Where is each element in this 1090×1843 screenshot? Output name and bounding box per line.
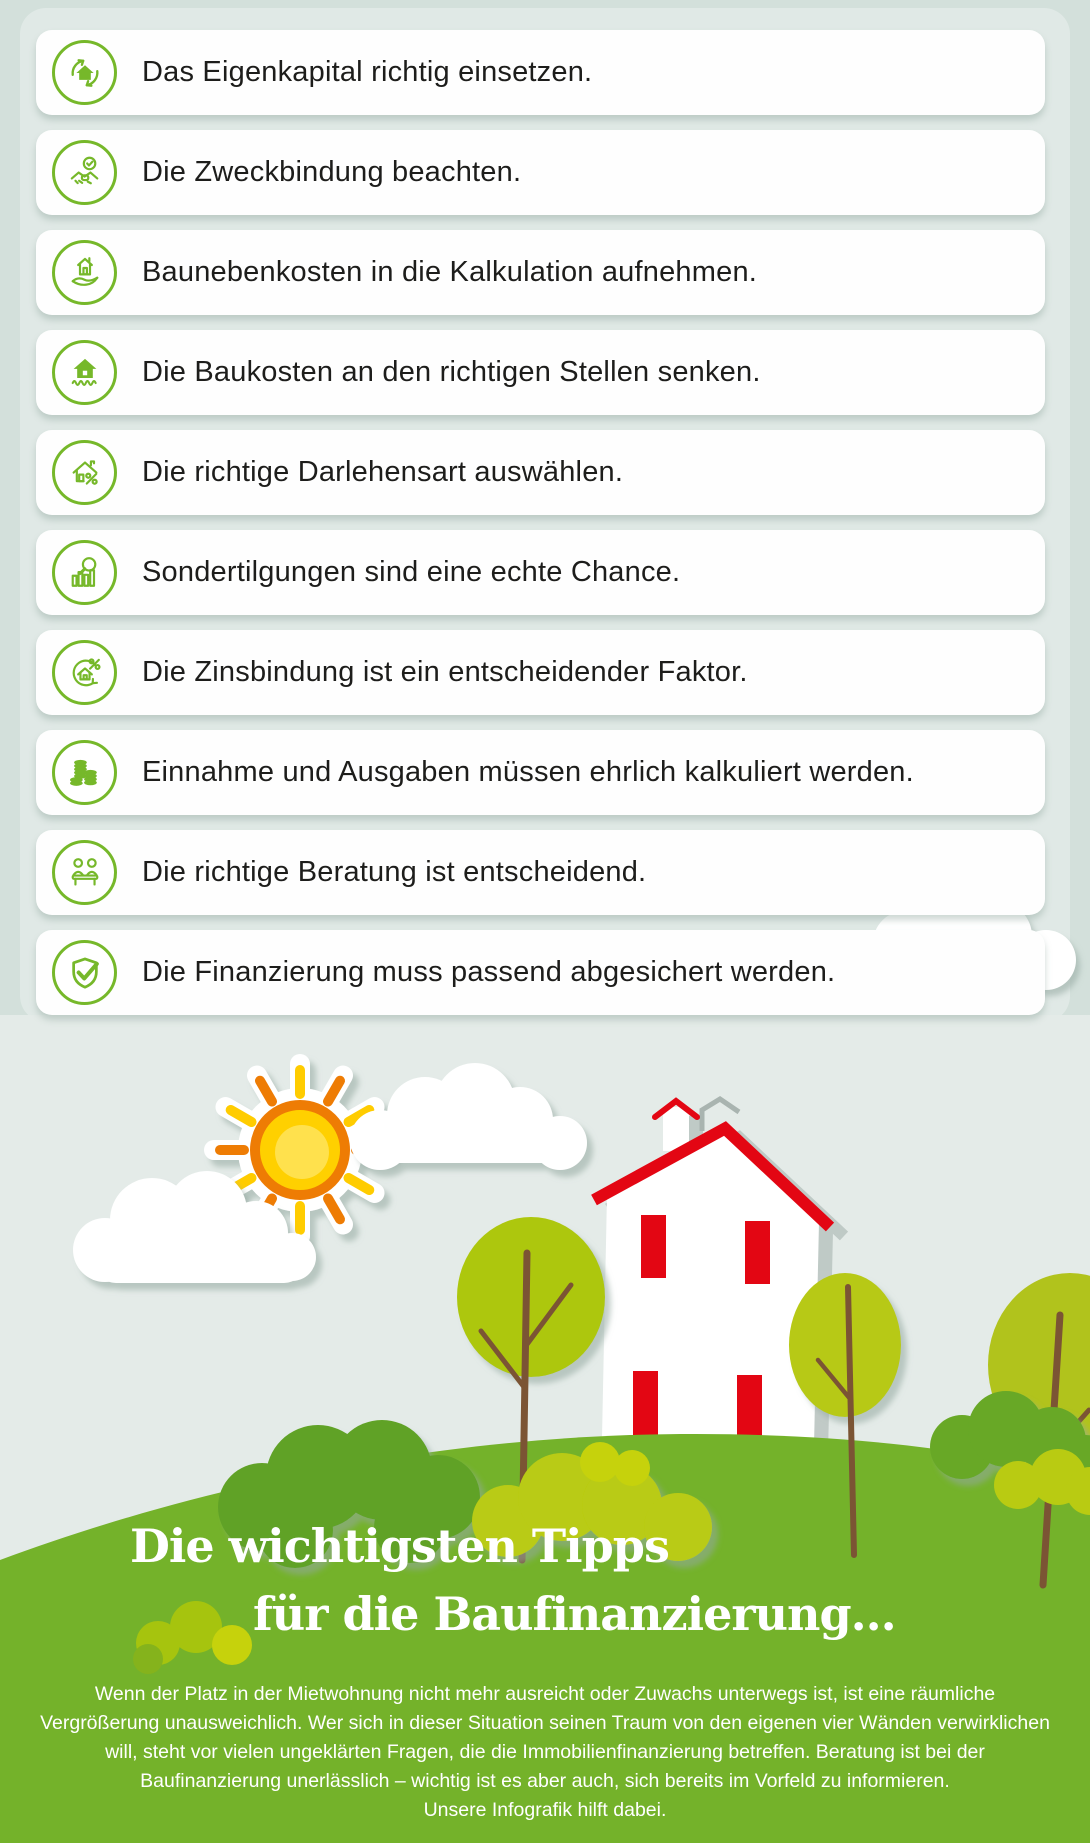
intro-line: Baufinanzierung unerlässlich – wichtig ist es aber auch, sich bereits im Vorfeld zu informieren. (140, 1770, 950, 1792)
tip-card-zinsbindung (36, 630, 1045, 715)
title-line-2: für die Baufinanzierung... (253, 1587, 896, 1641)
intro-paragraph (0, 1680, 1090, 1825)
tip-card-absicherung (36, 930, 1045, 1015)
tip-card-baunebenkosten (36, 230, 1045, 315)
house-wave-icon (52, 340, 117, 405)
intro-line: Vergrößerung unausweichlich. Wer sich in dieser Situation seinen Traum von den eigenen vier Wänden verwirklichen (40, 1712, 1050, 1734)
shield-check-icon (52, 940, 117, 1005)
tip-card-darlehensart (36, 430, 1045, 515)
handshake-check-icon (52, 140, 117, 205)
tip-text: Die Zinsbindung ist ein entscheidender Faktor. (142, 656, 748, 688)
tip-text: Die richtige Darlehensart auswählen. (142, 456, 624, 488)
tip-text: Sondertilgungen sind eine echte Chance. (142, 556, 681, 588)
tip-text: Baunebenkosten in die Kalkulation aufnehmen. (142, 256, 758, 288)
house-percent-cycle-icon (52, 640, 117, 705)
intro-line: Unsere Infografik hilft dabei. (423, 1799, 667, 1821)
house-percent-icon (52, 440, 117, 505)
tip-card-zweckbindung (36, 130, 1045, 215)
tip-text: Das Eigenkapital richtig einsetzen. (142, 56, 593, 88)
tip-text: Die Finanzierung muss passend abgesichert werden. (142, 956, 836, 988)
tip-text: Einnahme und Ausgaben müssen ehrlich kalkuliert werden. (142, 756, 914, 788)
intro-line: Wenn der Platz in der Mietwohnung nicht mehr ausreicht oder Zuwachs unterwegs ist, ist eine räumliche (94, 1683, 996, 1705)
house-cycle-icon (52, 40, 117, 105)
intro-line: will, steht vor vielen ungeklärten Fragen, die die Immobilienfinanzierung betreffen. Beratung ist bei der (105, 1741, 985, 1763)
tip-text: Die Baukosten an den richtigen Stellen senken. (142, 356, 761, 388)
tip-card-baukosten (36, 330, 1045, 415)
tip-card-sondertilgungen (36, 530, 1045, 615)
tip-card-eigenkapital (36, 30, 1045, 115)
title-line-1: Die wichtigsten Tipps (130, 1519, 669, 1573)
chart-magnifier-icon (52, 540, 117, 605)
coins-icon (52, 740, 117, 805)
hand-house-icon (52, 240, 117, 305)
tip-card-beratung (36, 830, 1045, 915)
tip-text: Die richtige Beratung ist entscheidend. (142, 856, 647, 888)
consulting-icon (52, 840, 117, 905)
page-title (0, 1512, 1090, 1648)
tip-text: Die Zweckbindung beachten. (142, 156, 522, 188)
tips-list (36, 30, 1045, 1015)
tip-card-einnahmen-ausgaben (36, 730, 1045, 815)
